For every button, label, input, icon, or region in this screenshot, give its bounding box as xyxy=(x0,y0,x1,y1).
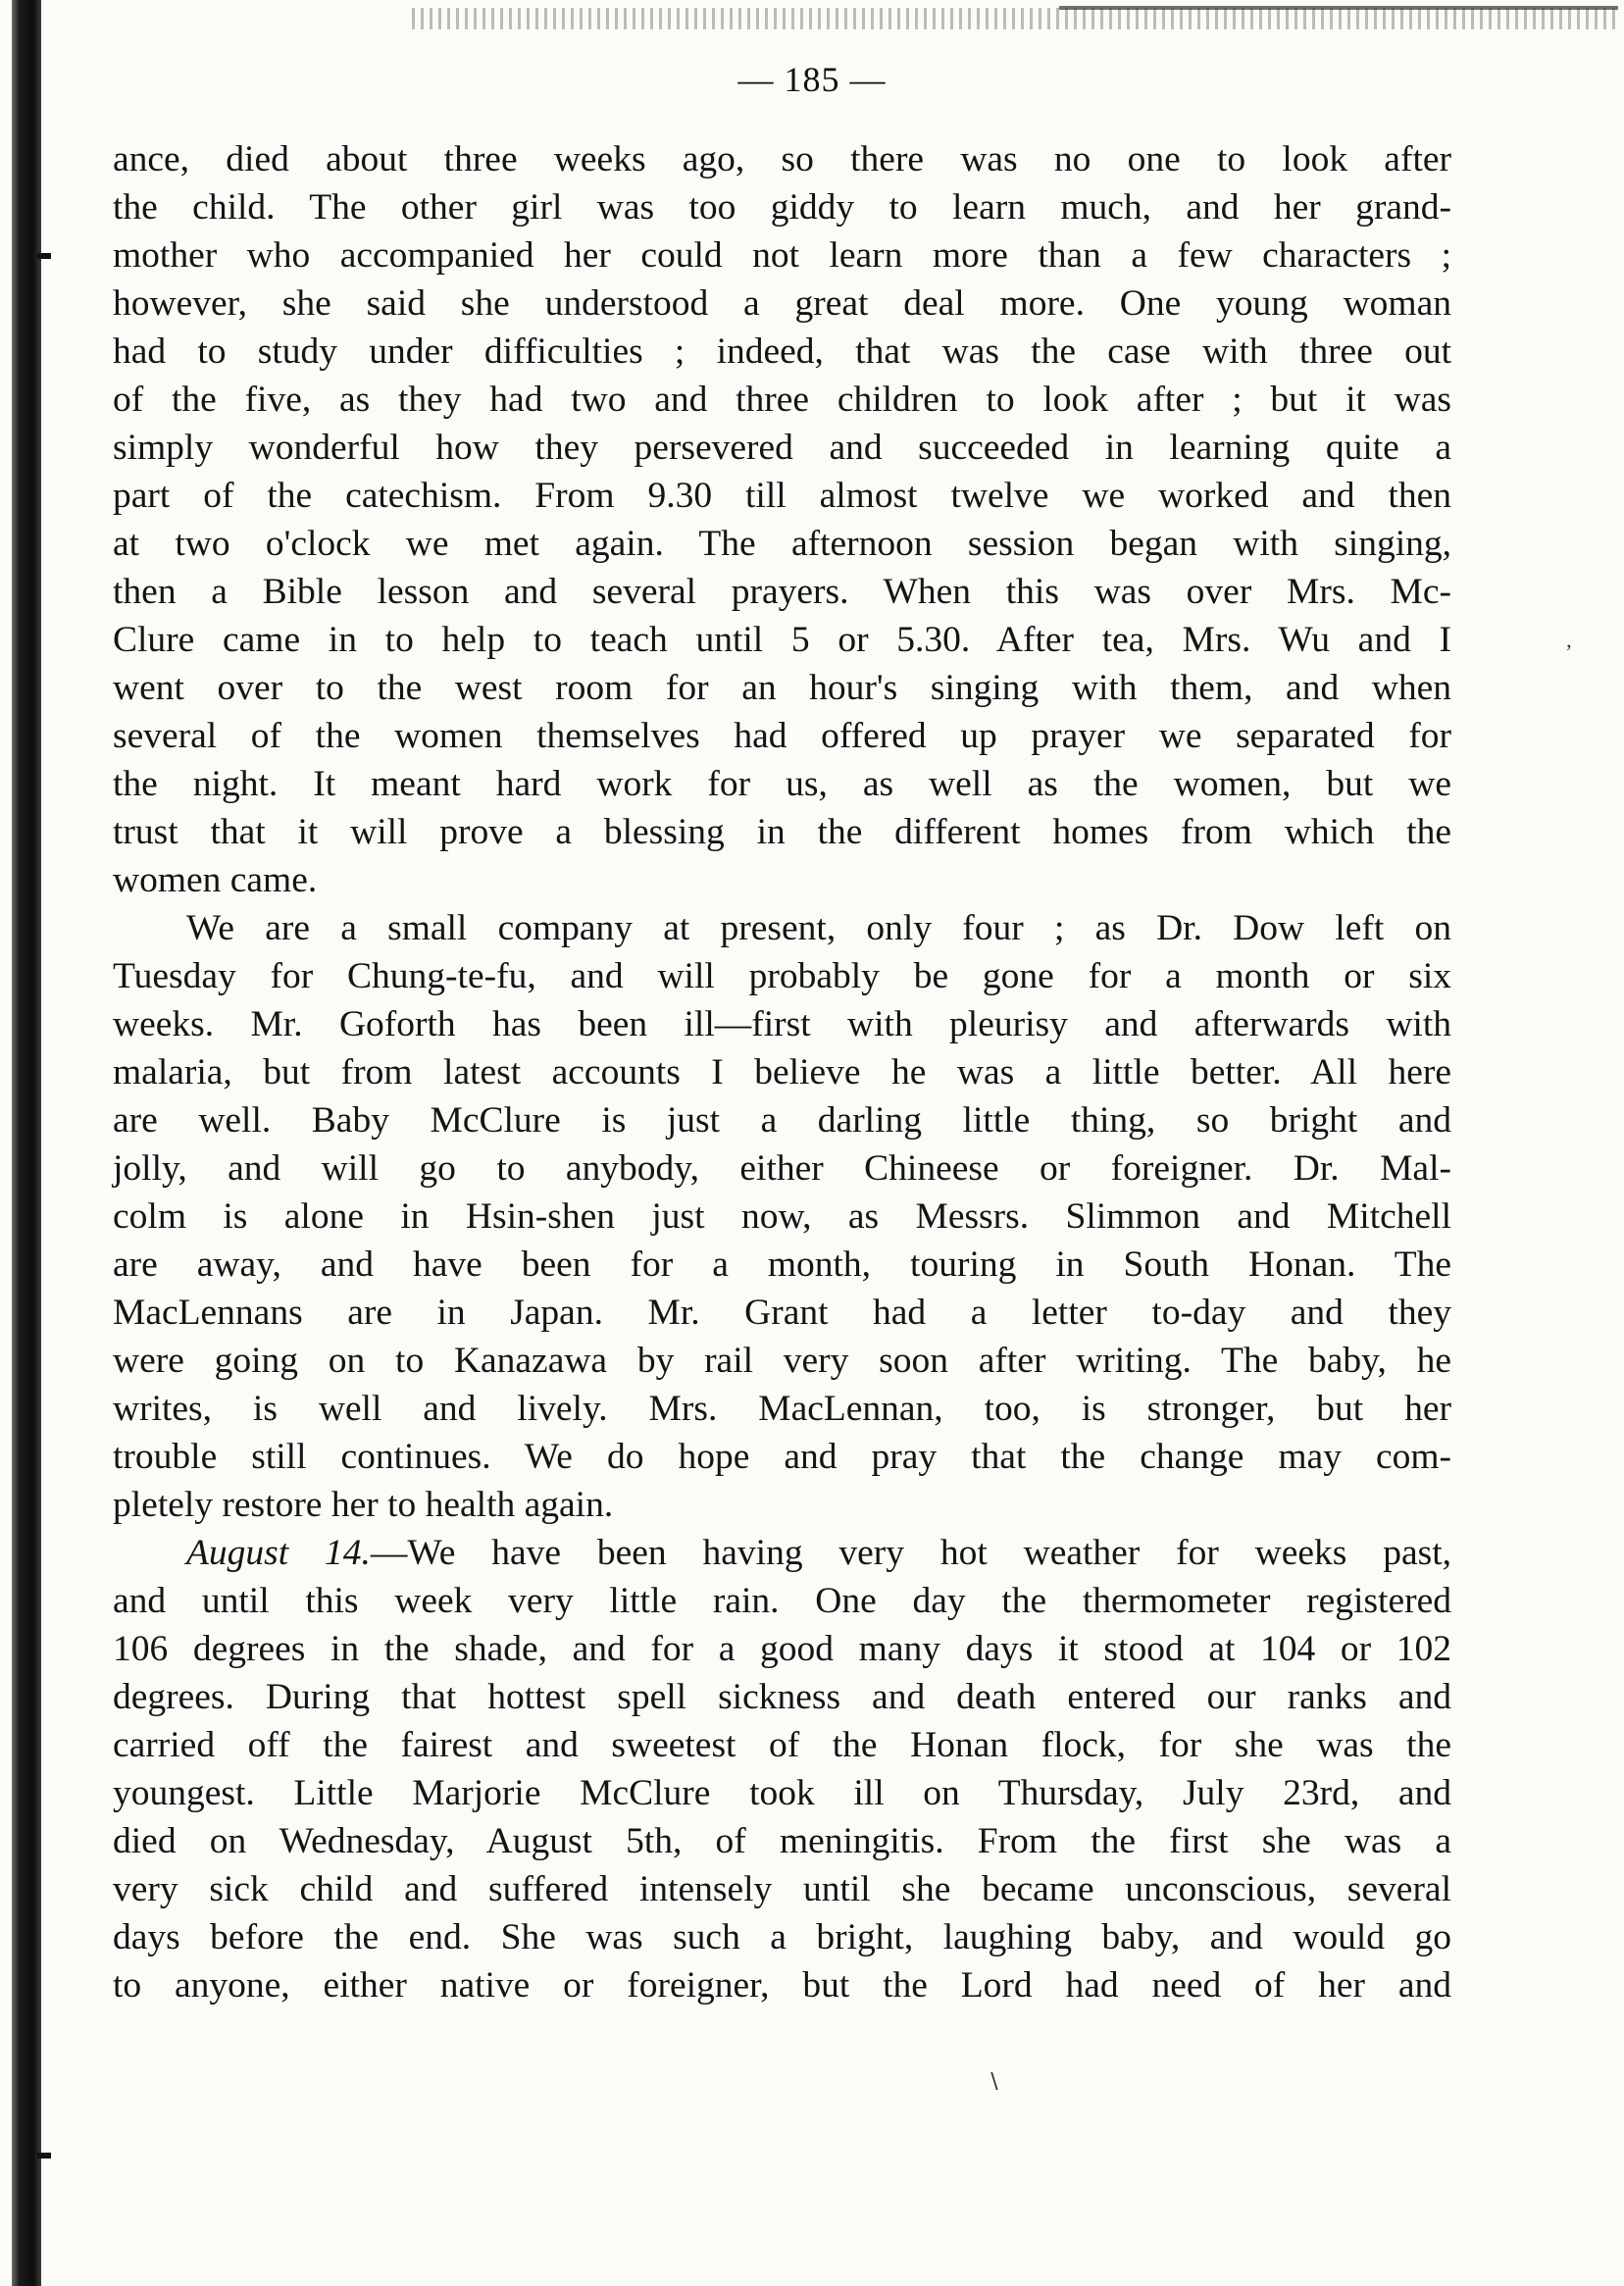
text-line-content: at two o'clock we met again. The afternoon session began with singing, xyxy=(113,524,1451,564)
text-line-content: of the five, as they had two and three children to look after ; but it was xyxy=(113,380,1451,420)
text-line xyxy=(113,1529,1451,1577)
text-line-content: Tuesday for Chung-te-fu, and will probably be gone for a month or six xyxy=(113,956,1451,996)
text-line-content: simply wonderful how they persevered and succeeded in learning quite a xyxy=(113,428,1451,468)
text-line-content: jolly, and will go to anybody, either Chineese or foreigner. Dr. Mal- xyxy=(113,1148,1451,1189)
text-line xyxy=(113,1385,1451,1433)
text-line xyxy=(113,376,1451,424)
text-line xyxy=(113,1144,1451,1193)
text-line xyxy=(113,1337,1451,1385)
text-line xyxy=(113,1769,1451,1817)
text-line-content: part of the catechism. From 9.30 till almost twelve we worked and then xyxy=(113,476,1451,516)
text-line-content: youngest. Little Marjorie McClure took ill on Thursday, July 23rd, and xyxy=(113,1773,1451,1813)
text-line-content: went over to the west room for an hour's singing with them, and when xyxy=(113,668,1451,708)
text-line xyxy=(113,1289,1451,1337)
date-heading: August 14. xyxy=(186,1533,371,1573)
text-line-content: days before the end. She was such a bright, laughing baby, and would go xyxy=(113,1917,1451,1957)
text-line xyxy=(113,952,1451,1000)
text-line-content: mother who accompanied her could not learn more than a few characters ; xyxy=(113,235,1451,276)
scan-artifact-strip xyxy=(412,8,1618,29)
text-line xyxy=(113,1048,1451,1096)
text-line xyxy=(113,1433,1451,1481)
text-line-content: and until this week very little rain. One day the thermometer registered xyxy=(113,1581,1451,1621)
binding-notch xyxy=(37,253,51,259)
text-line xyxy=(113,1865,1451,1913)
text-line xyxy=(113,856,1451,904)
text-line-content: MacLennans are in Japan. Mr. Grant had a letter to-day and they xyxy=(113,1293,1451,1333)
text-line xyxy=(113,1096,1451,1144)
text-line-content: had to study under difficulties ; indeed, that was the case with three out xyxy=(113,331,1451,372)
text-line xyxy=(113,1481,1451,1529)
text-line xyxy=(113,1961,1451,2009)
text-line xyxy=(113,1193,1451,1241)
text-line xyxy=(113,616,1451,664)
text-line xyxy=(113,904,1451,952)
text-line-content: were going on to Kanazawa by rail very soon after writing. The baby, he xyxy=(113,1341,1451,1381)
text-line-content: We are a small company at present, only four ; as Dr. Dow left on xyxy=(186,908,1451,948)
text-line-content: very sick child and suffered intensely until she became unconscious, several xyxy=(113,1869,1451,1909)
text-line-content: are away, and have been for a month, touring in South Honan. The xyxy=(113,1245,1451,1285)
text-line-content: ance, died about three weeks ago, so there was no one to look after xyxy=(113,139,1451,179)
text-line xyxy=(113,1817,1451,1865)
text-line-content: women came. xyxy=(113,860,318,900)
text-line-content: malaria, but from latest accounts I believe he was a little better. All here xyxy=(113,1052,1451,1092)
text-line xyxy=(113,712,1451,760)
text-line xyxy=(113,1241,1451,1289)
text-line-content: carried off the fairest and sweetest of the Honan flock, for she was the xyxy=(113,1725,1451,1765)
text-line xyxy=(113,1000,1451,1048)
text-line xyxy=(113,472,1451,520)
text-line xyxy=(113,279,1451,328)
text-line-content: trouble still continues. We do hope and pray that the change may com- xyxy=(113,1437,1451,1477)
body-text xyxy=(113,135,1451,2009)
text-line-content: several of the women themselves had offered up prayer we separated for xyxy=(113,716,1451,756)
text-line-content: weeks. Mr. Goforth has been ill—first with pleurisy and afterwards with xyxy=(113,1004,1451,1044)
text-line xyxy=(113,328,1451,376)
text-line xyxy=(113,1577,1451,1625)
page-number: — 185 — xyxy=(737,60,887,99)
text-line-content: are well. Baby McClure is just a darling little thing, so bright and xyxy=(113,1100,1451,1141)
text-line-content: however, she said she understood a great deal more. One young woman xyxy=(113,283,1451,324)
margin-mark: ’ xyxy=(1565,639,1573,664)
text-line-content: the night. It meant hard work for us, as well as the women, but we xyxy=(113,764,1451,804)
binding-edge xyxy=(12,0,41,2286)
text-line-content: colm is alone in Hsin-shen just now, as Messrs. Slimmon and Mitchell xyxy=(113,1196,1451,1237)
text-line xyxy=(113,760,1451,808)
text-line xyxy=(113,1913,1451,1961)
text-line-content: trust that it will prove a blessing in the different homes from which the xyxy=(113,812,1451,852)
text-line xyxy=(113,231,1451,279)
text-line xyxy=(113,424,1451,472)
text-line-content: then a Bible lesson and several prayers. When this was over Mrs. Mc- xyxy=(113,572,1451,612)
text-line-content: —We have been having very hot weather for weeks past, xyxy=(370,1533,1452,1573)
text-line xyxy=(113,135,1451,183)
text-line-content: died on Wednesday, August 5th, of meningitis. From the first she was a xyxy=(113,1821,1451,1861)
text-line-content: writes, is well and lively. Mrs. MacLennan, too, is stronger, but her xyxy=(113,1389,1451,1429)
binding-notch xyxy=(37,2153,51,2159)
text-line-content: to anyone, either native or foreigner, but the Lord had need of her and xyxy=(113,1965,1451,2006)
text-line xyxy=(113,183,1451,231)
text-line xyxy=(113,808,1451,856)
text-line-content: the child. The other girl was too giddy to learn much, and her grand- xyxy=(113,187,1451,228)
text-line-content: Clure came in to help to teach until 5 or 5.30. After tea, Mrs. Wu and I xyxy=(113,620,1451,660)
margin-mark: ∖ xyxy=(987,2069,1001,2094)
text-line xyxy=(113,568,1451,616)
text-line-content: pletely restore her to health again. xyxy=(113,1485,614,1525)
text-line xyxy=(113,520,1451,568)
text-line xyxy=(113,1721,1451,1769)
text-line-content: degrees. During that hottest spell sickness and death entered our ranks and xyxy=(113,1677,1451,1717)
text-line xyxy=(113,664,1451,712)
text-line xyxy=(113,1673,1451,1721)
text-line-content: 106 degrees in the shade, and for a good many days it stood at 104 or 102 xyxy=(113,1629,1451,1669)
text-line xyxy=(113,1625,1451,1673)
